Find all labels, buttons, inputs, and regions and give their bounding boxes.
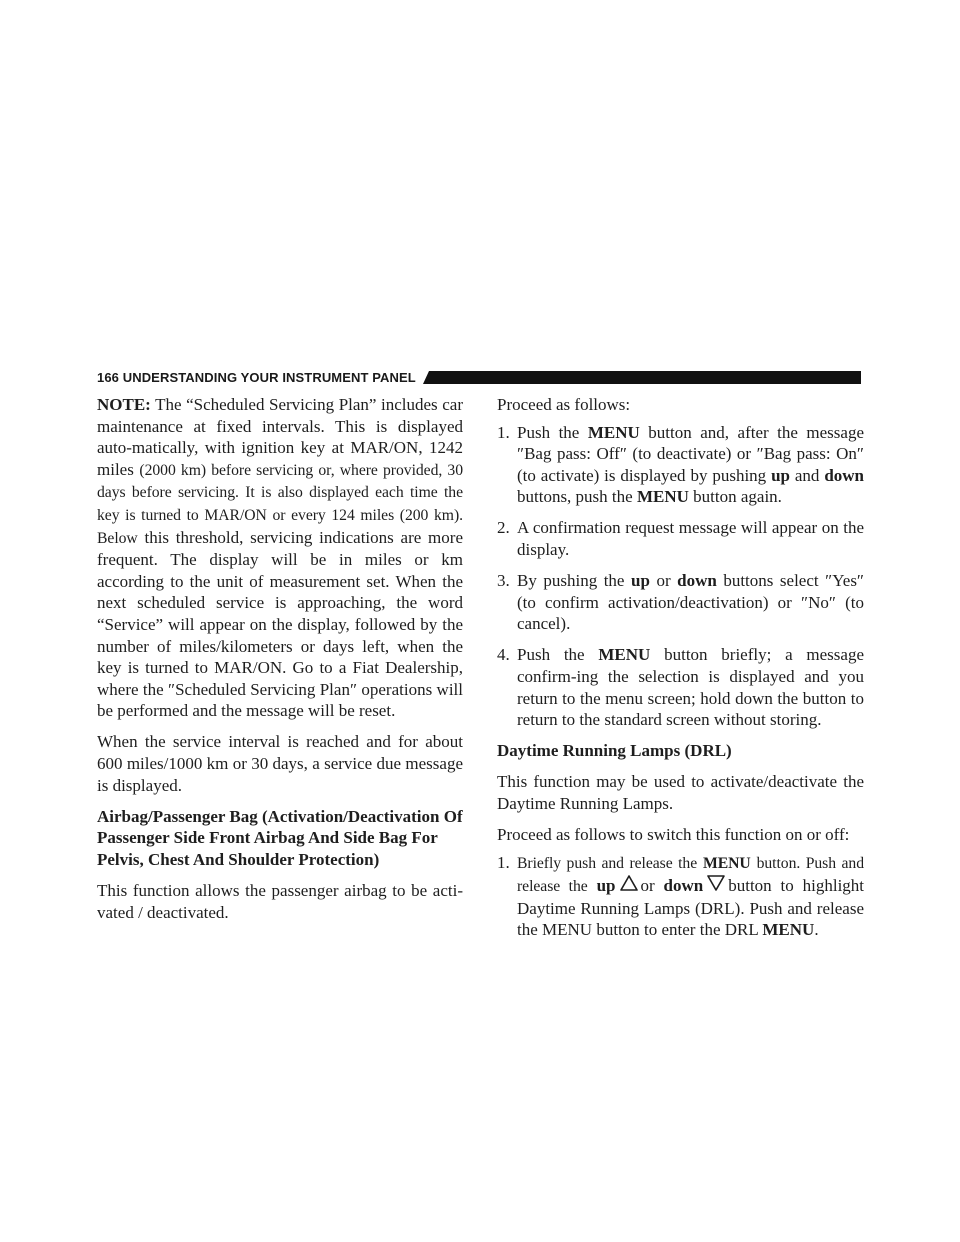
step-text: and: [794, 465, 820, 485]
step-bold-term: up: [771, 465, 790, 485]
step-text: or: [656, 571, 671, 591]
step-text: By pushing the: [517, 571, 625, 591]
right-column: [497, 394, 864, 951]
header-text: [97, 370, 416, 386]
step-number: 2.: [497, 518, 510, 538]
page-header: [97, 370, 861, 386]
note-text-3: this threshold, servicing indications are more frequent. The display will be in miles or km according to the unit of measurement set. When the next scheduled service is approaching, the word “Service” will appear on the display, followed by the number of miles/kilometers or days left, when the key is turned to MAR/ON. Go to a Fiat Dealership, where the ″Scheduled Servicing Plan″ operations will be performed and the message will be reset.: [97, 527, 463, 721]
step-text: or: [640, 876, 655, 896]
step-text: button to highlight Daytime Running Lamps (DRL). Push and release the MENU button to enter the DRL: [517, 876, 865, 940]
drl-heading: Daytime Running Lamps (DRL): [497, 741, 732, 761]
step-bold-term: down: [663, 876, 704, 896]
note-paragraph: [97, 394, 463, 722]
note-label: NOTE:: [97, 395, 151, 414]
header-rule-bar: [423, 371, 861, 384]
note-text-1: The “Scheduled Servicing Plan” includes car maintenance at fixed intervals. This is displayed auto-matically, with ignition key at MAR/ON, 1242 miles: [97, 395, 463, 479]
step-text: buttons select ″Yes″ (to confirm activation/deactivation) or ″No″ (to cancel).: [517, 571, 865, 634]
step-bold-term: down: [824, 465, 864, 485]
step-number: 3.: [497, 571, 510, 591]
step-text: .: [814, 920, 819, 940]
step-bold-term: MENU: [762, 920, 815, 940]
left-column: [97, 394, 463, 933]
airbag-heading: Airbag/Passenger Bag (Activation/Deactivation Of Passenger Side Front Airbag And Side Bag For Pelvis, Chest And Shoulder Protection): [97, 806, 463, 869]
step-bold-term: MENU: [636, 487, 689, 507]
step-bold-term: MENU: [598, 645, 651, 665]
drl-paragraph: This function may be used to activate/deactivate the Daytime Running Lamps.: [497, 772, 864, 813]
list-item: [497, 570, 864, 635]
drl-intro: Proceed as follows to switch this function on or off:: [497, 825, 850, 845]
step-bold-term: MENU: [702, 854, 751, 872]
step-bold-term: up: [596, 876, 616, 896]
step-text: button briefly; a message confirm-ing the selection is displayed and you return to the menu screen; hold down the button to return to the standard screen without storing.: [517, 645, 865, 730]
step-text: Push the: [517, 645, 585, 665]
airbag-paragraph: This function allows the passenger airbag to be acti-vated / deactivated.: [97, 880, 463, 922]
list-item: [497, 644, 864, 730]
step-text: Push the: [517, 422, 580, 442]
proceed-intro: Proceed as follows:: [497, 395, 631, 414]
step-text: buttons, push the: [517, 487, 633, 507]
step-text: A confirmation request message will appear on the display.: [517, 518, 864, 560]
step-text: button again.: [693, 487, 782, 507]
note-text-2: (2000 km) before servicing or, where provided, 30 days before servicing. It is also displayed each time the key is turned to MAR/ON or every 124 miles (200 km). Below: [97, 461, 464, 547]
interval-paragraph: When the service interval is reached and for about 600 miles/1000 km or 30 days, a service due message is displayed.: [97, 732, 463, 795]
list-item: [497, 852, 864, 941]
step-text: Briefly push and release the: [517, 854, 698, 872]
step-number: 1.: [497, 852, 510, 872]
step-text: button and, after the message ″Bag pass: Off″ (to deactivate) or ″Bag pass: On″ (to activate) is displayed by pushing: [517, 422, 865, 485]
page-number: 166: [97, 370, 119, 385]
step-number: 4.: [497, 645, 510, 665]
list-item: [497, 422, 864, 508]
triangle-down-icon: [706, 874, 726, 892]
triangle-up-icon: [619, 874, 639, 892]
step-bold-term: down: [677, 571, 717, 591]
step-number: 1.: [497, 422, 510, 442]
step-bold-term: up: [631, 571, 650, 591]
section-title: UNDERSTANDING YOUR INSTRUMENT PANEL: [122, 370, 416, 385]
step-text: button. Push and release the: [517, 854, 865, 896]
step-bold-term: MENU: [587, 422, 640, 442]
drl-steps-list: [497, 852, 864, 941]
list-item: [497, 517, 864, 560]
airbag-steps-list: [497, 422, 864, 731]
